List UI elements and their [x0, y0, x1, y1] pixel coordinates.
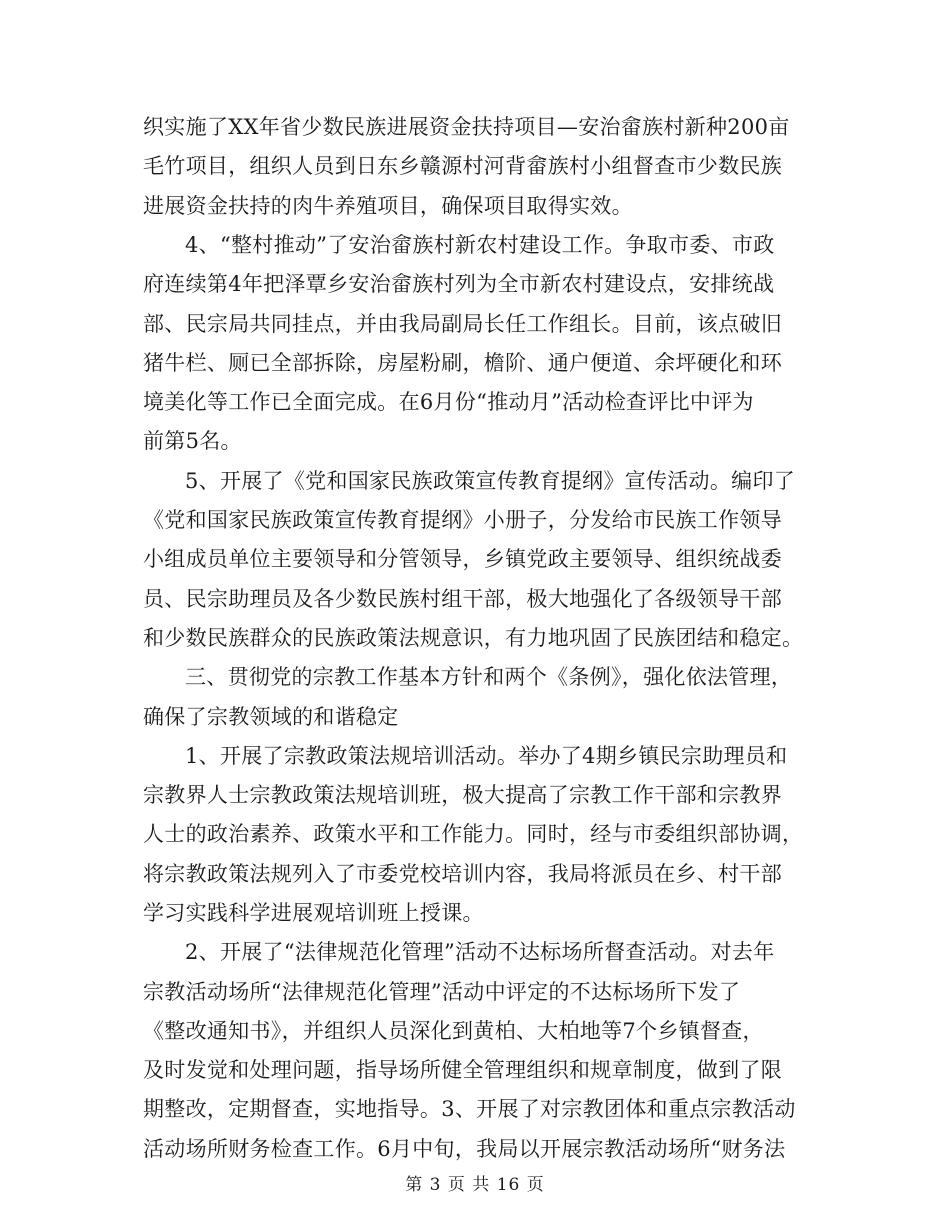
- text-line: 活动场所财务检查工作。6月中旬，我局以开展宗教活动场所“财务法: [143, 1137, 786, 1161]
- text-line: 1、开展了宗教政策法规培训活动。举办了4期乡镇民宗助理员和: [185, 744, 788, 768]
- text-line: 和少数民族群众的民族政策法规意识，有力地巩固了民族团结和稳定。: [143, 626, 804, 650]
- text-line: 境美化等工作已全面完成。在6月份“推动月”活动检查评比中评为: [143, 390, 754, 414]
- text-line: 5、开展了《党和国家民族政策宣传教育提纲》宣传活动。编印了: [185, 469, 796, 493]
- text-line: 宗教活动场所“法律规范化管理”活动中评定的不达标场所下发了: [143, 980, 741, 1004]
- text-line: 织实施了XX年省少数民族进展资金扶持项目—安治畲族村新种200亩: [143, 115, 790, 139]
- text-line: 将宗教政策法规列入了市委党校培训内容，我局将派员在乡、村干部: [143, 862, 782, 886]
- text-line: 《党和国家民族政策宣传教育提纲》小册子，分发给市民族工作领导: [143, 508, 782, 532]
- text-line: 期整改，定期督查，实地指导。3、开展了对宗教团体和重点宗教活动: [143, 1097, 796, 1121]
- text-line: 三、贯彻党的宗教工作基本方针和两个《条例》，强化依法管理，: [185, 665, 793, 689]
- text-line: 4、“整村推动”了安治畲族村新农村建设工作。争取市委、市政: [185, 233, 775, 257]
- text-line: 前第5名。: [143, 429, 242, 453]
- text-line: 2、开展了“法律规范化管理”活动不达标场所督查活动。对去年: [185, 940, 775, 964]
- text-line: 宗教界人士宗教政策法规培训班，极大提高了宗教工作干部和宗教界: [143, 783, 782, 807]
- page-footer: 第 3 页 共 16 页: [405, 1175, 545, 1195]
- text-line: 《整改通知书》，并组织人员深化到黄柏、大柏地等7个乡镇督查，: [143, 1019, 764, 1043]
- text-line: 小组成员单位主要领导和分管领导，乡镇党政主要领导、组织统战委: [143, 547, 782, 571]
- text-line: 进展资金扶持的肉牛养殖项目，确保项目取得实效。: [143, 194, 633, 218]
- text-line: 毛竹项目，组织人员到日东乡赣源村河背畲族村小组督查市少数民族: [143, 154, 782, 178]
- text-line: 部、民宗局共同挂点，并由我局副局长任工作组长。目前，该点破旧: [143, 312, 782, 336]
- text-line: 员、民宗助理员及各少数民族村组干部，极大地强化了各级领导干部: [143, 587, 782, 611]
- text-line: 猪牛栏、厕已全部拆除，房屋粉刷，檐阶、通户便道、余坪硬化和环: [143, 351, 782, 375]
- text-line: 确保了宗教领域的和谐稳定: [143, 705, 399, 729]
- text-line: 及时发觉和处理问题，指导场所健全管理组织和规章制度，做到了限: [143, 1058, 782, 1082]
- text-line: 府连续第4年把泽覃乡安治畲族村列为全市新农村建设点，安排统战: [143, 272, 775, 296]
- text-line: 学习实践科学进展观培训班上授课。: [143, 901, 484, 925]
- text-line: 人士的政治素养、政策水平和工作能力。同时，经与市委组织部协调，: [143, 822, 804, 846]
